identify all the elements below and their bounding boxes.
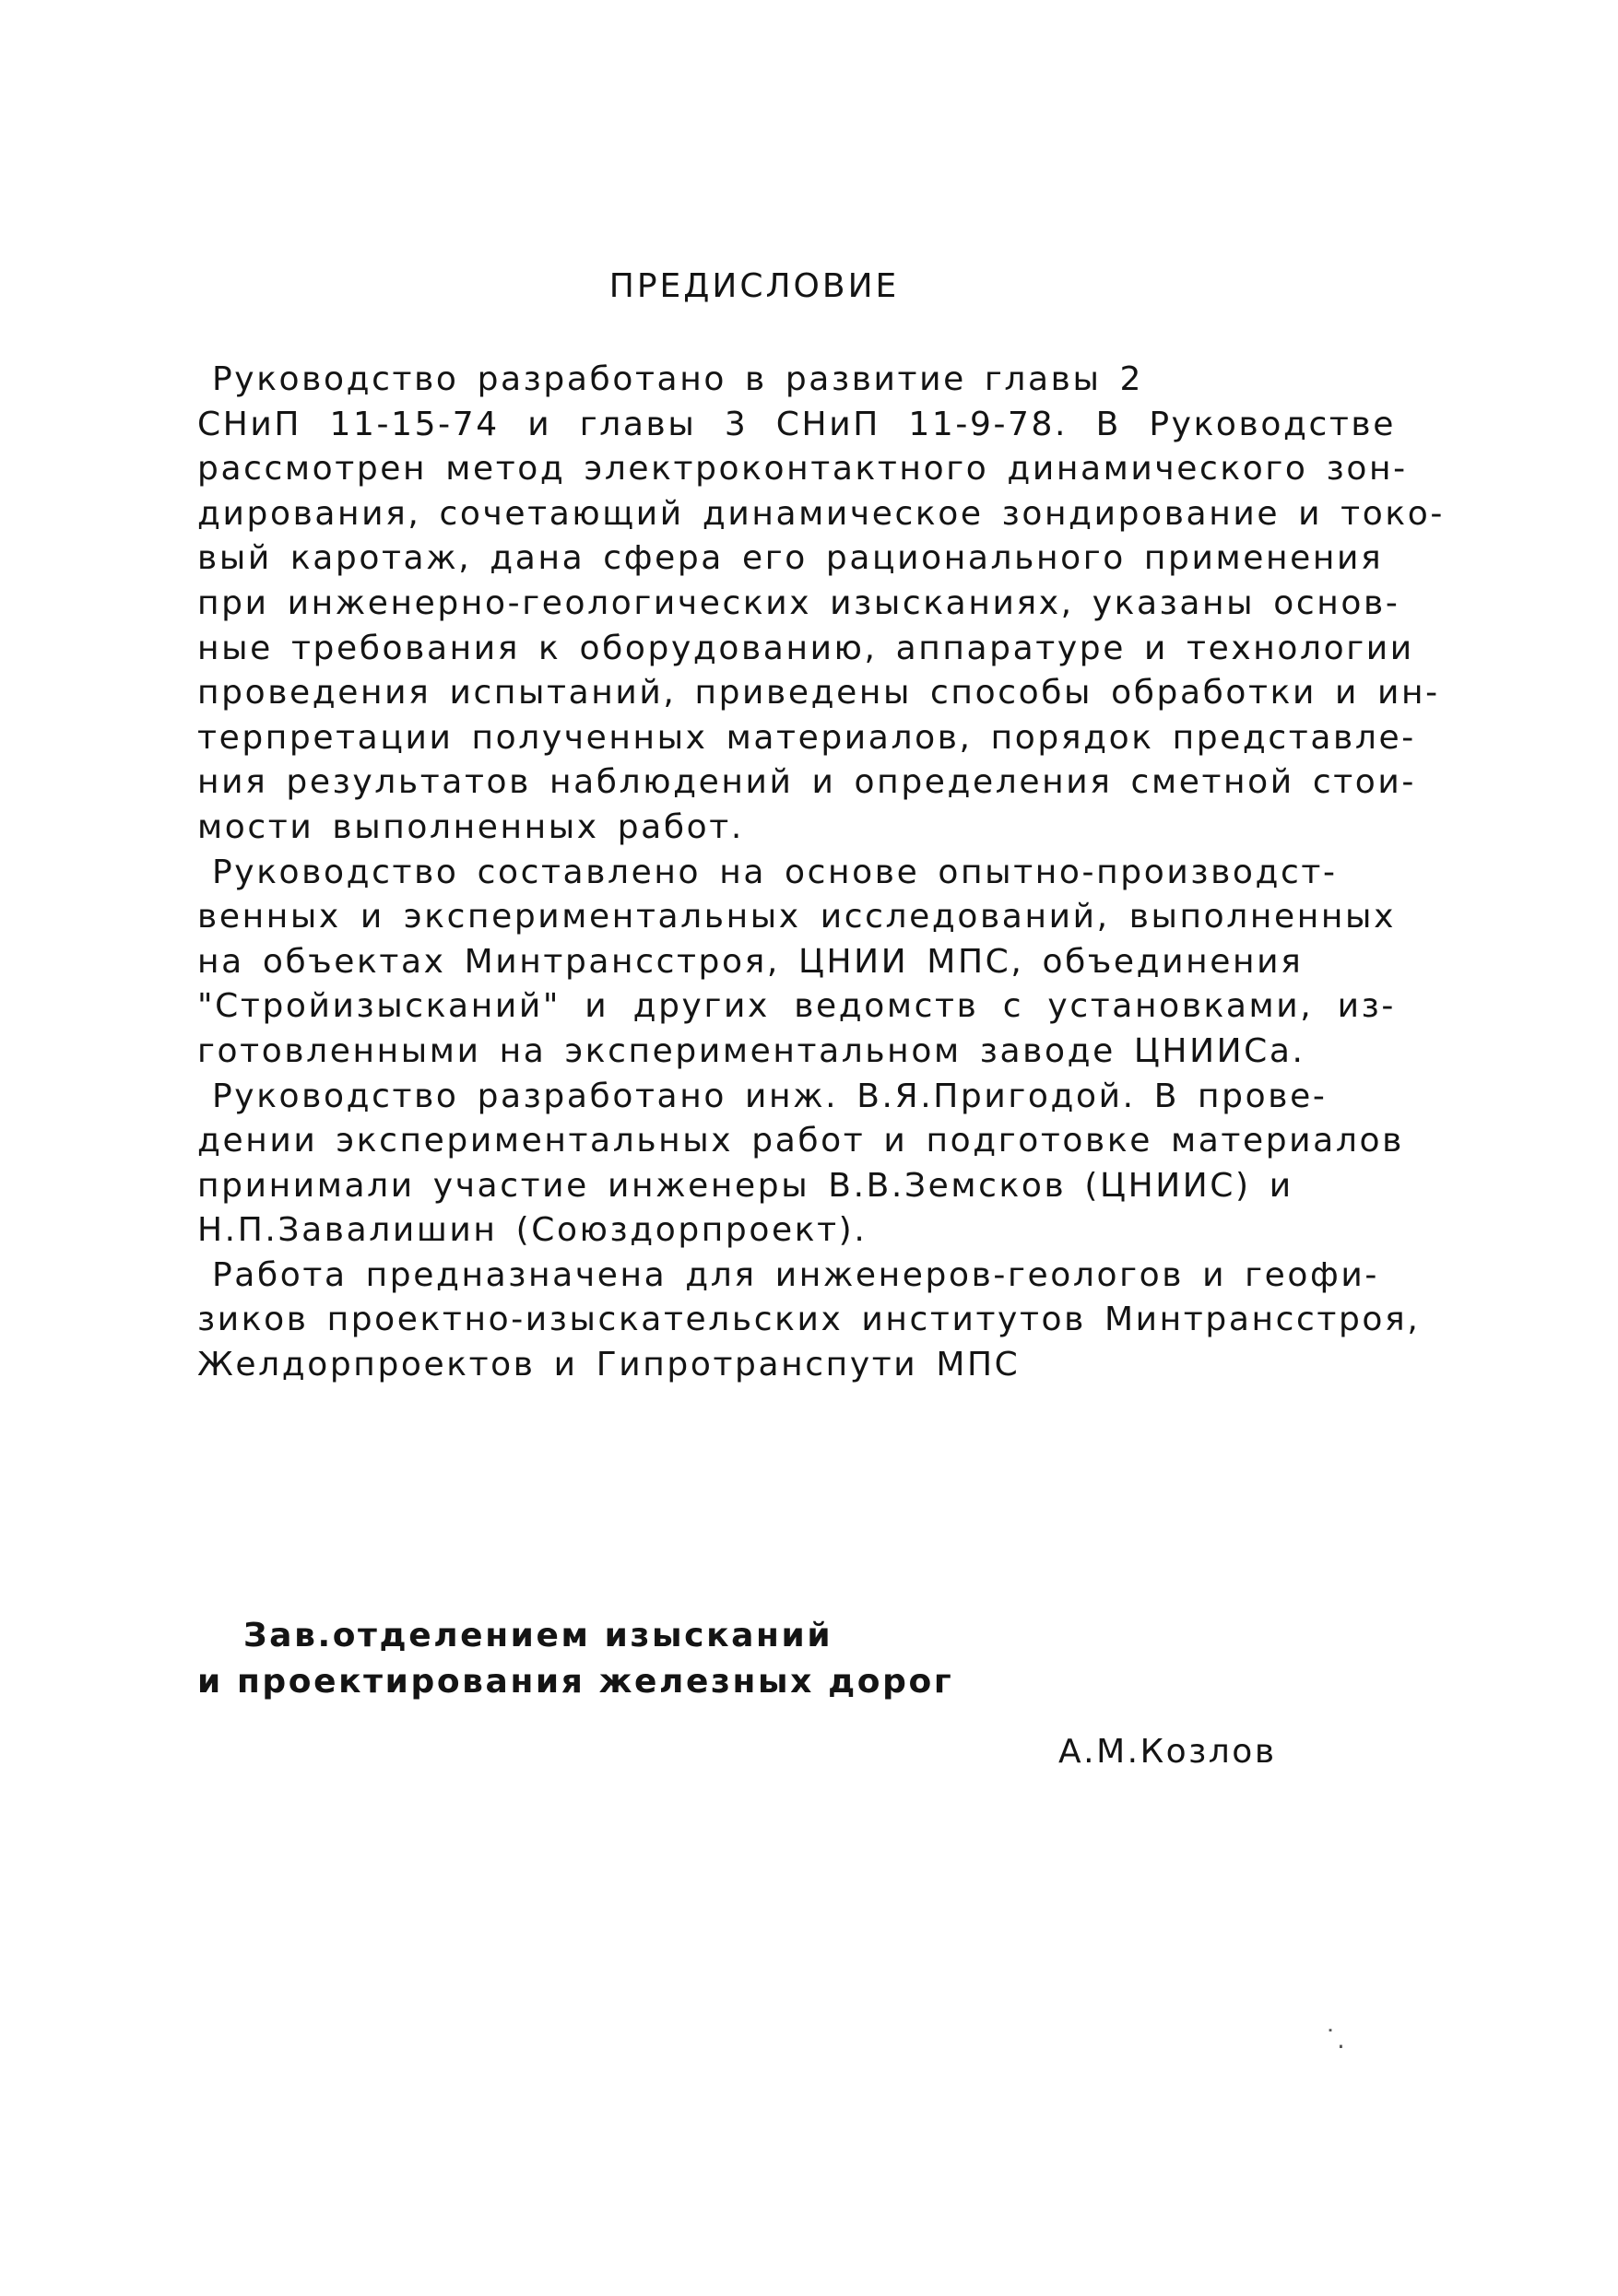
- signature-block: [197, 1613, 1396, 1705]
- paragraph-1-line: дирования, сочетающий динамическое зондирование и токо-: [197, 494, 1445, 533]
- paragraph-1-line: ния результатов наблюдений и определения сметной стои-: [197, 763, 1417, 802]
- signature-position-line-2: и проектирования железных дорог: [197, 1663, 954, 1701]
- paragraph-1-line: при инженерно-геологических изысканиях, указаны основ-: [197, 583, 1400, 622]
- paragraph-1-line: проведения испытаний, приведены способы обработки и ин-: [197, 674, 1440, 712]
- paragraph-1-line: СНиП 11-15-74 и главы 3 СНиП 11-9-78. В Руководстве: [197, 405, 1396, 443]
- paragraph-4-line: зиков проектно-изыскательских институтов Минтрансстроя,: [197, 1301, 1421, 1339]
- signature-name: А.М.Козлов: [1058, 1733, 1277, 1771]
- paragraph-1-line: мости выполненных работ.: [197, 807, 744, 846]
- page-title: ПРЕДИСЛОВИЕ: [608, 267, 900, 305]
- paragraph-2-line: Руководство составлено на основе опытно-производст-: [212, 853, 1338, 891]
- signature-position-line-1: Зав.отделением изысканий: [243, 1617, 833, 1654]
- paragraph-3-line: Н.П.Завалишин (Союздорпроект).: [197, 1211, 868, 1250]
- paragraph-4-line: Работа предназначена для инженеров-геологов и геофи-: [212, 1255, 1379, 1294]
- paragraph-2-line: венных и экспериментальных исследований, выполненных: [197, 898, 1396, 936]
- paragraph-3-line: Руководство разработано инж. В.Я.Пригодой. В прове-: [212, 1077, 1328, 1115]
- paragraph-1-line: рассмотрен метод электроконтактного динамического зон-: [197, 450, 1408, 489]
- scan-mark: ˙.: [1324, 2024, 1345, 2055]
- paragraph-3-line: дении экспериментальных работ и подготовке материалов: [197, 1122, 1404, 1160]
- paragraph-4-line: Желдорпроектов и Гипротранспути МПС: [197, 1346, 1021, 1384]
- paragraph-2-line: на объектах Минтрансстроя, ЦНИИ МПС, объединения: [197, 942, 1304, 981]
- paragraph-2-line: "Стройизысканий" и других ведомств с установками, из-: [197, 987, 1396, 1026]
- paragraph-1-line: ные требования к оборудованию, аппаратуре и технологии: [197, 629, 1414, 667]
- paragraph-1-line: терпретации полученных материалов, порядок представле-: [197, 718, 1416, 757]
- paragraph-3-line: принимали участие инженеры В.В.Земсков (ЦНИИС) и: [197, 1166, 1293, 1205]
- paragraph-1-line: Руководство разработано в развитие главы 2: [212, 360, 1144, 398]
- preface-body: [197, 358, 1445, 1388]
- paragraph-1-line: вый каротаж, дана сфера его рационального применения: [197, 539, 1384, 578]
- paragraph-2-line: готовленными на экспериментальном заводе ЦНИИСа.: [197, 1031, 1305, 1070]
